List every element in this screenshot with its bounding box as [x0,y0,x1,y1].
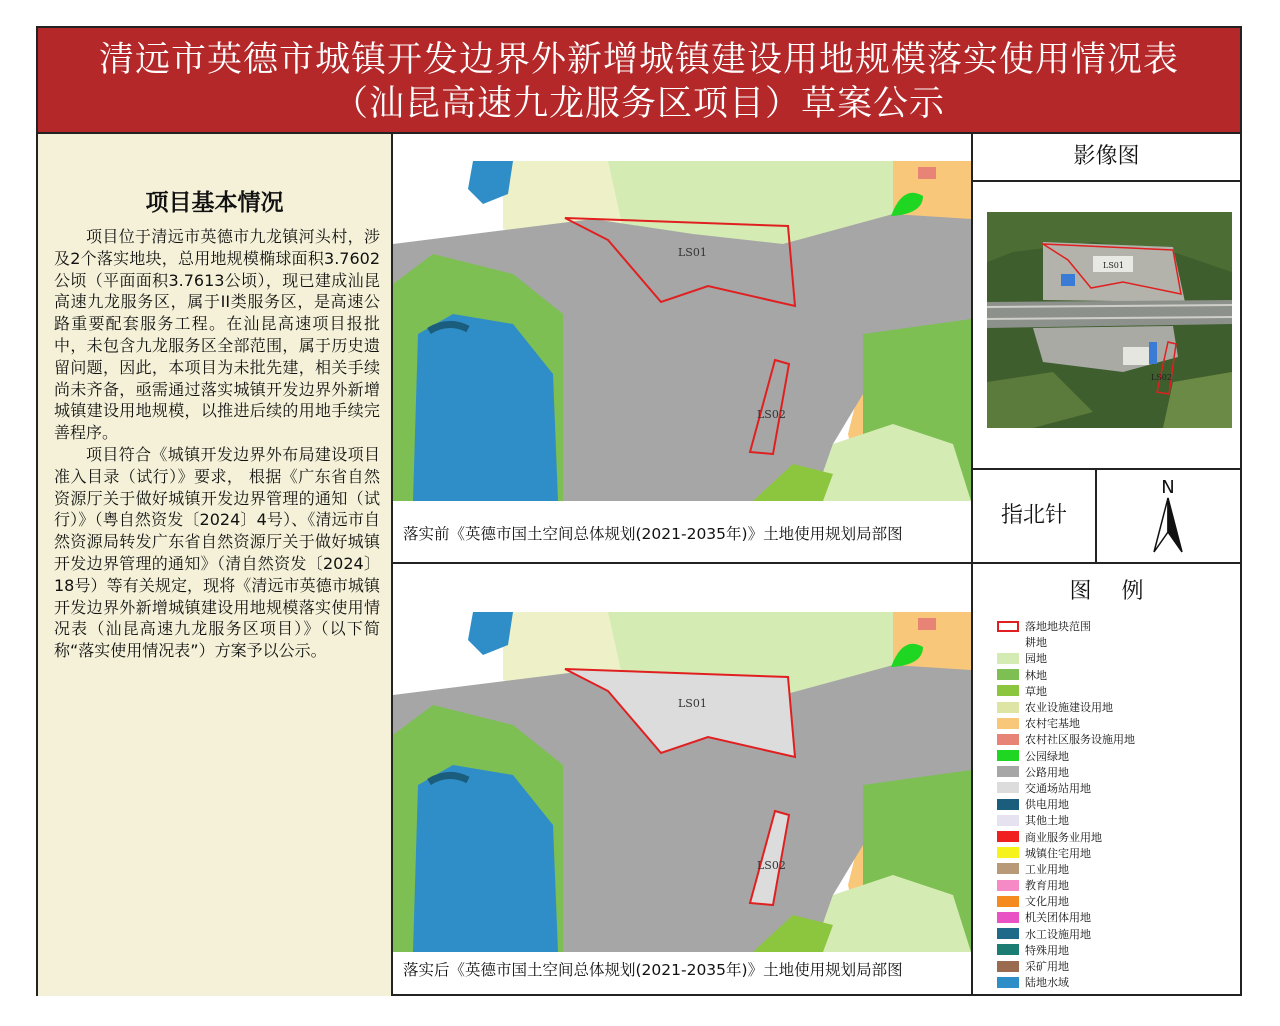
legend-item [997,942,1135,958]
legend-swatch [997,766,1019,777]
project-info-heading: 项目基本情况 [145,190,284,216]
legend-title: 图例 [1069,579,1174,604]
project-info-paragraph-1: 项目位于清远市英德市九龙镇河头村，涉及2个落实地块，总用地规模椭球面积3.7602公顷（平面面积3.7613公顷），现已建成汕昆高速九龙服务区，属于II类服务区，是高速公路重要配套服务工程。在汕昆高速项目报批中，未包含九龙服务区全部范围，属于历史遗留问题，因此，本项目为未批先建，相关手续尚未齐备，亟需通过落实城镇开发边界外新增城镇建设用地规模，以推进后续的用地手续完善程序。 [54,227,380,443]
map-after-panel [393,564,973,996]
legend-label: 公园绿地 [1025,749,1069,763]
legend-item [997,748,1135,764]
legend-item [997,845,1135,861]
legend-item [997,877,1135,893]
legend-swatch [997,847,1019,858]
legend-label: 工业用地 [1025,862,1069,876]
legend-label: 水工设施用地 [1025,927,1091,941]
title-banner [38,28,1240,134]
legend-label: 农村社区服务设施用地 [1025,733,1135,747]
right-panel [973,134,1240,996]
compass-panel [973,470,1240,564]
legend-item [997,618,1135,634]
legend-label: 供电用地 [1025,798,1069,812]
legend-label: 草地 [1025,684,1047,698]
legend-item [997,699,1135,715]
legend-swatch [997,637,1019,648]
sat-label-ls01: LS01 [1103,261,1124,270]
legend-item [997,926,1135,942]
legend-swatch [997,831,1019,842]
legend-item [997,650,1135,666]
legend-item [997,828,1135,844]
legend-swatch [997,977,1019,988]
legend-label: 园地 [1025,652,1047,666]
legend-swatch [997,912,1019,923]
legend-label: 机关团体用地 [1025,911,1091,925]
legend-item [997,731,1135,747]
legend-label: 城镇住宅用地 [1025,846,1091,860]
map-before-caption: 落实前《英德市国土空间总体规划(2021-2035年)》土地使用规划局部图 [403,525,903,543]
legend-label: 耕地 [1025,636,1047,650]
legend-item [997,812,1135,828]
legend-panel [973,564,1240,996]
legend-label: 文化用地 [1025,895,1069,909]
legend-swatch [997,815,1019,826]
title-line-2: （汕昆高速九龙服务区项目）草案公示 [332,84,945,124]
legend-label: 林地 [1025,668,1047,682]
legend-swatch [997,896,1019,907]
map-after-caption: 落实后《英德市国土空间总体规划(2021-2035年)》土地使用规划局部图 [403,961,903,979]
plot-label-ls02: LS02 [757,859,786,872]
north-letter: N [1161,477,1175,498]
legend-label: 特殊用地 [1025,943,1069,957]
legend-label: 教育用地 [1025,879,1069,893]
legend-label: 落地地块范围 [1025,620,1091,634]
legend-swatch [997,669,1019,680]
legend-item [997,861,1135,877]
legend-item [997,634,1135,650]
legend-swatch [997,944,1019,955]
legend-swatch [997,782,1019,793]
map-before-panel [393,134,973,564]
legend-swatch [997,799,1019,810]
legend-item [997,909,1135,925]
satellite-image-title: 影像图 [973,134,1240,182]
sat-label-ls02: LS02 [1151,373,1172,382]
legend-label: 采矿用地 [1025,960,1069,974]
legend-swatch [997,718,1019,729]
legend-item [997,715,1135,731]
legend-swatch [997,734,1019,745]
project-info-panel [38,134,393,996]
poster-frame [36,26,1242,996]
legend-item [997,683,1135,699]
project-info-body [54,226,380,662]
legend-label: 农村宅基地 [1025,717,1080,731]
legend-swatch [997,621,1019,632]
satellite-image [973,182,1240,468]
satellite-image-panel [973,182,1240,470]
map-after [393,564,971,994]
plot-label-ls02: LS02 [757,408,786,421]
legend-label: 陆地水域 [1025,976,1069,990]
legend-item [997,893,1135,909]
legend-label: 其他土地 [1025,814,1069,828]
legend-swatch [997,685,1019,696]
legend-swatch [997,863,1019,874]
map-before [393,134,971,562]
legend-item [997,974,1135,990]
title-line-1: 清远市英德市城镇开发边界外新增城镇建设用地规模落实使用情况表 [98,40,1179,80]
project-info-paragraph-2: 项目符合《城镇开发边界外布局建设项目准入目录（试行）》要求， 根据《广东省自然资源厅关于做好城镇开发边界管理的通知（试行）》（粤自然资发〔2024〕4号）、《清远市自然资源局转发广东省自然资源厅关于做好城镇开发边界管理的通知》（清自然资发〔2024〕18号）等有关规定，现将《清远市英德市城镇开发边界外新增城镇建设用地规模落实使用情况表（汕昆高速九龙服务区项目）》（以下简称“落实使用情况表”）方案予以公示。 [54,444,380,661]
legend-item [997,764,1135,780]
legend-item [997,667,1135,683]
legend-label: 农业设施建设用地 [1025,701,1113,715]
legend-label: 商业服务业用地 [1025,830,1102,844]
legend-swatch [997,653,1019,664]
legend-swatch [997,961,1019,972]
legend-list [997,618,1135,990]
legend-swatch [997,880,1019,891]
plot-label-ls01: LS01 [678,697,707,710]
compass-label: 指北针 [973,470,1097,562]
legend-item [997,796,1135,812]
legend-item [997,780,1135,796]
legend-swatch [997,928,1019,939]
legend-swatch [997,702,1019,713]
legend-label: 交通场站用地 [1025,781,1091,795]
legend-item [997,958,1135,974]
legend-label: 公路用地 [1025,765,1069,779]
north-arrow-icon [1097,470,1240,562]
plot-label-ls01: LS01 [678,246,707,259]
legend-swatch [997,750,1019,761]
